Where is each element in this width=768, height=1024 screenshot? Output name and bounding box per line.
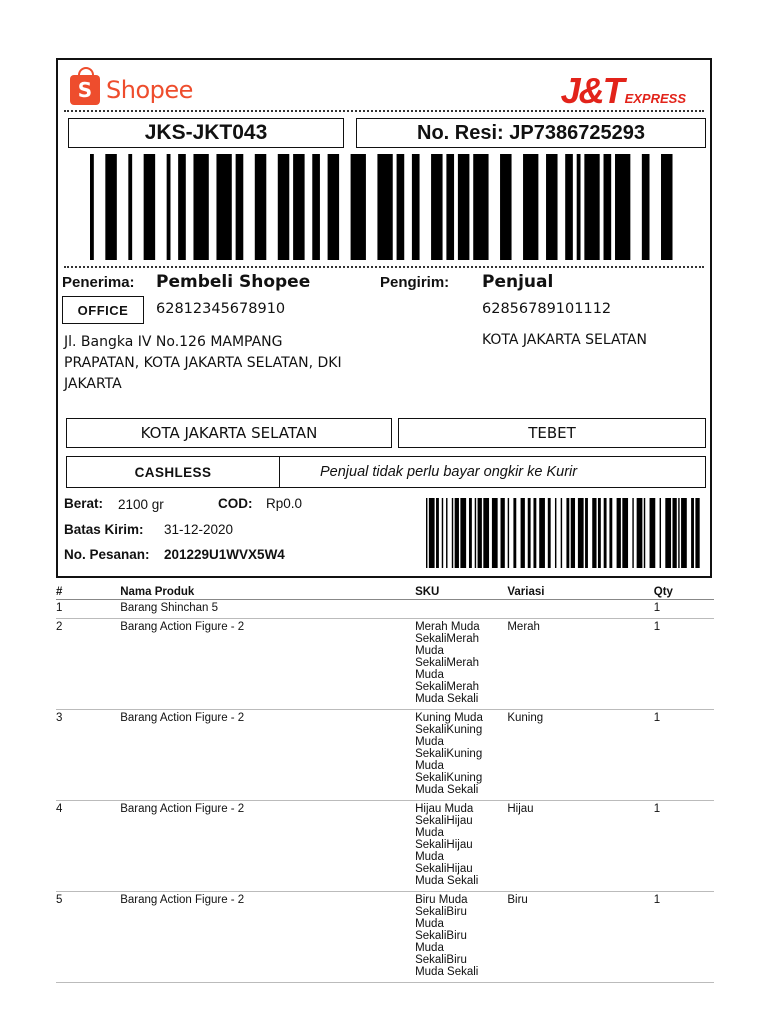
- shopee-logo-letter: S: [77, 78, 93, 102]
- barcode-bar: [478, 498, 482, 568]
- row-variant: Hijau: [507, 801, 653, 892]
- order-label: No. Pesanan:: [64, 547, 150, 562]
- row-product-name: Barang Action Figure - 2: [120, 801, 415, 892]
- barcode-bar: [681, 498, 687, 568]
- row-qty: 1: [654, 619, 714, 710]
- barcode-bar: [501, 498, 505, 568]
- barcode-bar: [216, 154, 231, 260]
- address-type: OFFICE: [77, 302, 129, 318]
- barcode-bar: [128, 154, 132, 260]
- destination-district-box: [398, 418, 706, 448]
- row-sku: [415, 600, 507, 619]
- barcode-bar: [452, 498, 453, 568]
- row-qty: 1: [654, 801, 714, 892]
- barcode-bar: [500, 154, 512, 260]
- destination-district: TEBET: [528, 424, 576, 442]
- order-barcode: [426, 498, 704, 568]
- divider-dotted-middle: [64, 266, 704, 268]
- barcode-bar: [193, 154, 208, 260]
- resi-barcode: [90, 154, 684, 260]
- sender-name: Penjual: [482, 272, 554, 292]
- sender-city: KOTA JAKARTA SELATAN: [482, 332, 647, 348]
- barcode-bar: [167, 154, 171, 260]
- product-table-header: [56, 584, 714, 600]
- header-qty: Qty: [654, 584, 714, 600]
- recipient-address: Jl. Bangka IV No.126 MAMPANG PRAPATAN, KOTA JAKARTA SELATAN, DKI JAKARTA: [64, 334, 342, 392]
- table-row: [56, 801, 714, 892]
- barcode-bar: [584, 154, 599, 260]
- row-sku: Hijau Muda SekaliHijau Muda SekaliHijau Muda SekaliHijau Muda Sekali: [415, 801, 507, 892]
- barcode-bar: [561, 498, 562, 568]
- barcode-bar: [431, 154, 443, 260]
- barcode-bar: [577, 154, 581, 260]
- barcode-bar: [377, 154, 392, 260]
- barcode-bar: [598, 498, 601, 568]
- barcode-bar: [397, 154, 405, 260]
- row-num: 2: [56, 619, 120, 710]
- row-qty: 1: [654, 710, 714, 801]
- barcode-bar: [351, 154, 366, 260]
- row-product-name: Barang Action Figure - 2: [120, 619, 415, 710]
- header-sku: SKU: [415, 584, 507, 600]
- barcode-bar: [622, 498, 628, 568]
- resi-number: JP7386725293: [509, 121, 645, 144]
- barcode-bar: [483, 498, 489, 568]
- weight-label: Berat:: [64, 496, 104, 511]
- barcode-bar: [492, 498, 498, 568]
- table-row: [56, 600, 714, 619]
- jt-logo-sub: EXPRESS: [624, 91, 686, 106]
- barcode-bar: [546, 154, 558, 260]
- barcode-bar: [412, 154, 420, 260]
- barcode-bar: [255, 154, 266, 260]
- destination-city-box: [66, 418, 392, 448]
- barcode-bar: [105, 154, 117, 260]
- barcode-bar: [665, 498, 671, 568]
- cod-value: Rp0.0: [266, 496, 303, 511]
- barcode-bar: [328, 154, 340, 260]
- barcode-bar: [178, 154, 186, 260]
- table-row: [56, 619, 714, 710]
- barcode-bar: [555, 498, 556, 568]
- barcode-bar: [429, 498, 435, 568]
- barcode-bar: [661, 154, 673, 260]
- barcode-bar: [617, 498, 621, 568]
- barcode-bar: [615, 154, 630, 260]
- barcode-bar: [604, 498, 607, 568]
- barcode-bar: [642, 154, 650, 260]
- cod-label: COD:: [218, 496, 253, 511]
- barcode-bar: [672, 498, 676, 568]
- barcode-bar: [455, 498, 459, 568]
- payment-method: CASHLESS: [67, 457, 280, 487]
- row-variant: Merah: [507, 619, 653, 710]
- barcode-bar: [637, 498, 643, 568]
- barcode-bar: [548, 498, 551, 568]
- barcode-bar: [604, 154, 612, 260]
- table-row: [56, 710, 714, 801]
- barcode-bar: [528, 498, 531, 568]
- row-product-name: Barang Shinchan 5: [120, 600, 415, 619]
- resi-box: [356, 118, 706, 148]
- barcode-bar: [90, 154, 94, 260]
- order-number: 201229U1WVX5W4: [164, 547, 285, 562]
- barcode-bar: [446, 498, 447, 568]
- header-name: Nama Produk: [120, 584, 415, 600]
- resi-label: No. Resi:: [417, 121, 504, 144]
- barcode-bar: [508, 498, 509, 568]
- deadline-value: 31-12-2020: [164, 522, 234, 537]
- deadline-label: Batas Kirim:: [64, 522, 144, 537]
- barcode-bar: [571, 498, 575, 568]
- row-variant: [507, 600, 653, 619]
- row-sku: Biru Muda SekaliBiru Muda SekaliBiru Muda SekaliBiru Muda Sekali: [415, 892, 507, 983]
- table-row: [56, 892, 714, 983]
- row-sku: Kuning Muda SekaliKuning Muda SekaliKuning Muda SekaliKuning Muda Sekali: [415, 710, 507, 801]
- barcode-bar: [565, 154, 573, 260]
- header-variant: Variasi: [507, 584, 653, 600]
- barcode-bar: [695, 498, 699, 568]
- jt-logo-main: J&T: [560, 70, 623, 111]
- barcode-bar: [650, 498, 656, 568]
- payment-box: [66, 456, 706, 488]
- barcode-bar: [592, 498, 596, 568]
- barcode-bar: [144, 154, 156, 260]
- barcode-bar: [458, 154, 470, 260]
- row-product-name: Barang Action Figure - 2: [120, 710, 415, 801]
- jt-express-logo: [560, 70, 686, 111]
- route-code-box: [68, 118, 344, 148]
- row-num: 5: [56, 892, 120, 983]
- recipient-phone: 62812345678910: [156, 301, 286, 317]
- barcode-bar: [278, 154, 290, 260]
- address-type-badge: [62, 296, 144, 324]
- row-num: 1: [56, 600, 120, 619]
- divider-dotted-top: [64, 110, 704, 112]
- barcode-bar: [585, 498, 588, 568]
- shipping-label: [56, 58, 712, 578]
- shopee-logo-text: Shopee: [106, 76, 193, 104]
- recipient-label: Penerima:: [62, 274, 135, 291]
- barcode-bar: [293, 154, 305, 260]
- barcode-bar: [446, 154, 454, 260]
- route-code: JKS-JKT043: [144, 121, 268, 144]
- weight-value: 2100 gr: [118, 497, 164, 512]
- barcode-bar: [442, 498, 443, 568]
- row-num: 4: [56, 801, 120, 892]
- barcode-bar: [473, 154, 488, 260]
- destination-city: KOTA JAKARTA SELATAN: [140, 424, 318, 442]
- shopee-logo: [70, 72, 193, 108]
- row-product-name: Barang Action Figure - 2: [120, 892, 415, 983]
- barcode-bar: [236, 154, 244, 260]
- row-qty: 1: [654, 600, 714, 619]
- barcode-bar: [632, 498, 633, 568]
- sender-label: Pengirim:: [380, 274, 450, 291]
- row-variant: Kuning: [507, 710, 653, 801]
- row-qty: 1: [654, 892, 714, 983]
- barcode-bar: [609, 498, 612, 568]
- barcode-bar: [426, 498, 427, 568]
- row-num: 3: [56, 710, 120, 801]
- barcode-bar: [578, 498, 584, 568]
- barcode-bar: [644, 498, 645, 568]
- barcode-bar: [513, 498, 516, 568]
- shopee-bag-icon: [70, 75, 100, 105]
- barcode-bar: [469, 498, 472, 568]
- barcode-bar: [691, 498, 694, 568]
- recipient-name: Pembeli Shopee: [156, 272, 311, 292]
- payment-note: Penjual tidak perlu bayar ongkir ke Kurir: [320, 464, 578, 480]
- barcode-bar: [521, 498, 525, 568]
- barcode-bar: [312, 154, 320, 260]
- barcode-bar: [475, 498, 476, 568]
- row-variant: Biru: [507, 892, 653, 983]
- row-sku: Merah Muda SekaliMerah Muda SekaliMerah Muda SekaliMerah Muda Sekali: [415, 619, 507, 710]
- barcode-bar: [539, 498, 545, 568]
- barcode-bar: [566, 498, 569, 568]
- barcode-bar: [523, 154, 538, 260]
- barcode-bar: [460, 498, 466, 568]
- barcode-bar: [436, 498, 439, 568]
- header-num: #: [56, 584, 120, 600]
- barcode-bar: [660, 498, 661, 568]
- barcode-bar: [678, 498, 679, 568]
- product-table: [56, 584, 714, 983]
- barcode-bar: [533, 498, 536, 568]
- sender-phone: 62856789101112: [482, 301, 612, 317]
